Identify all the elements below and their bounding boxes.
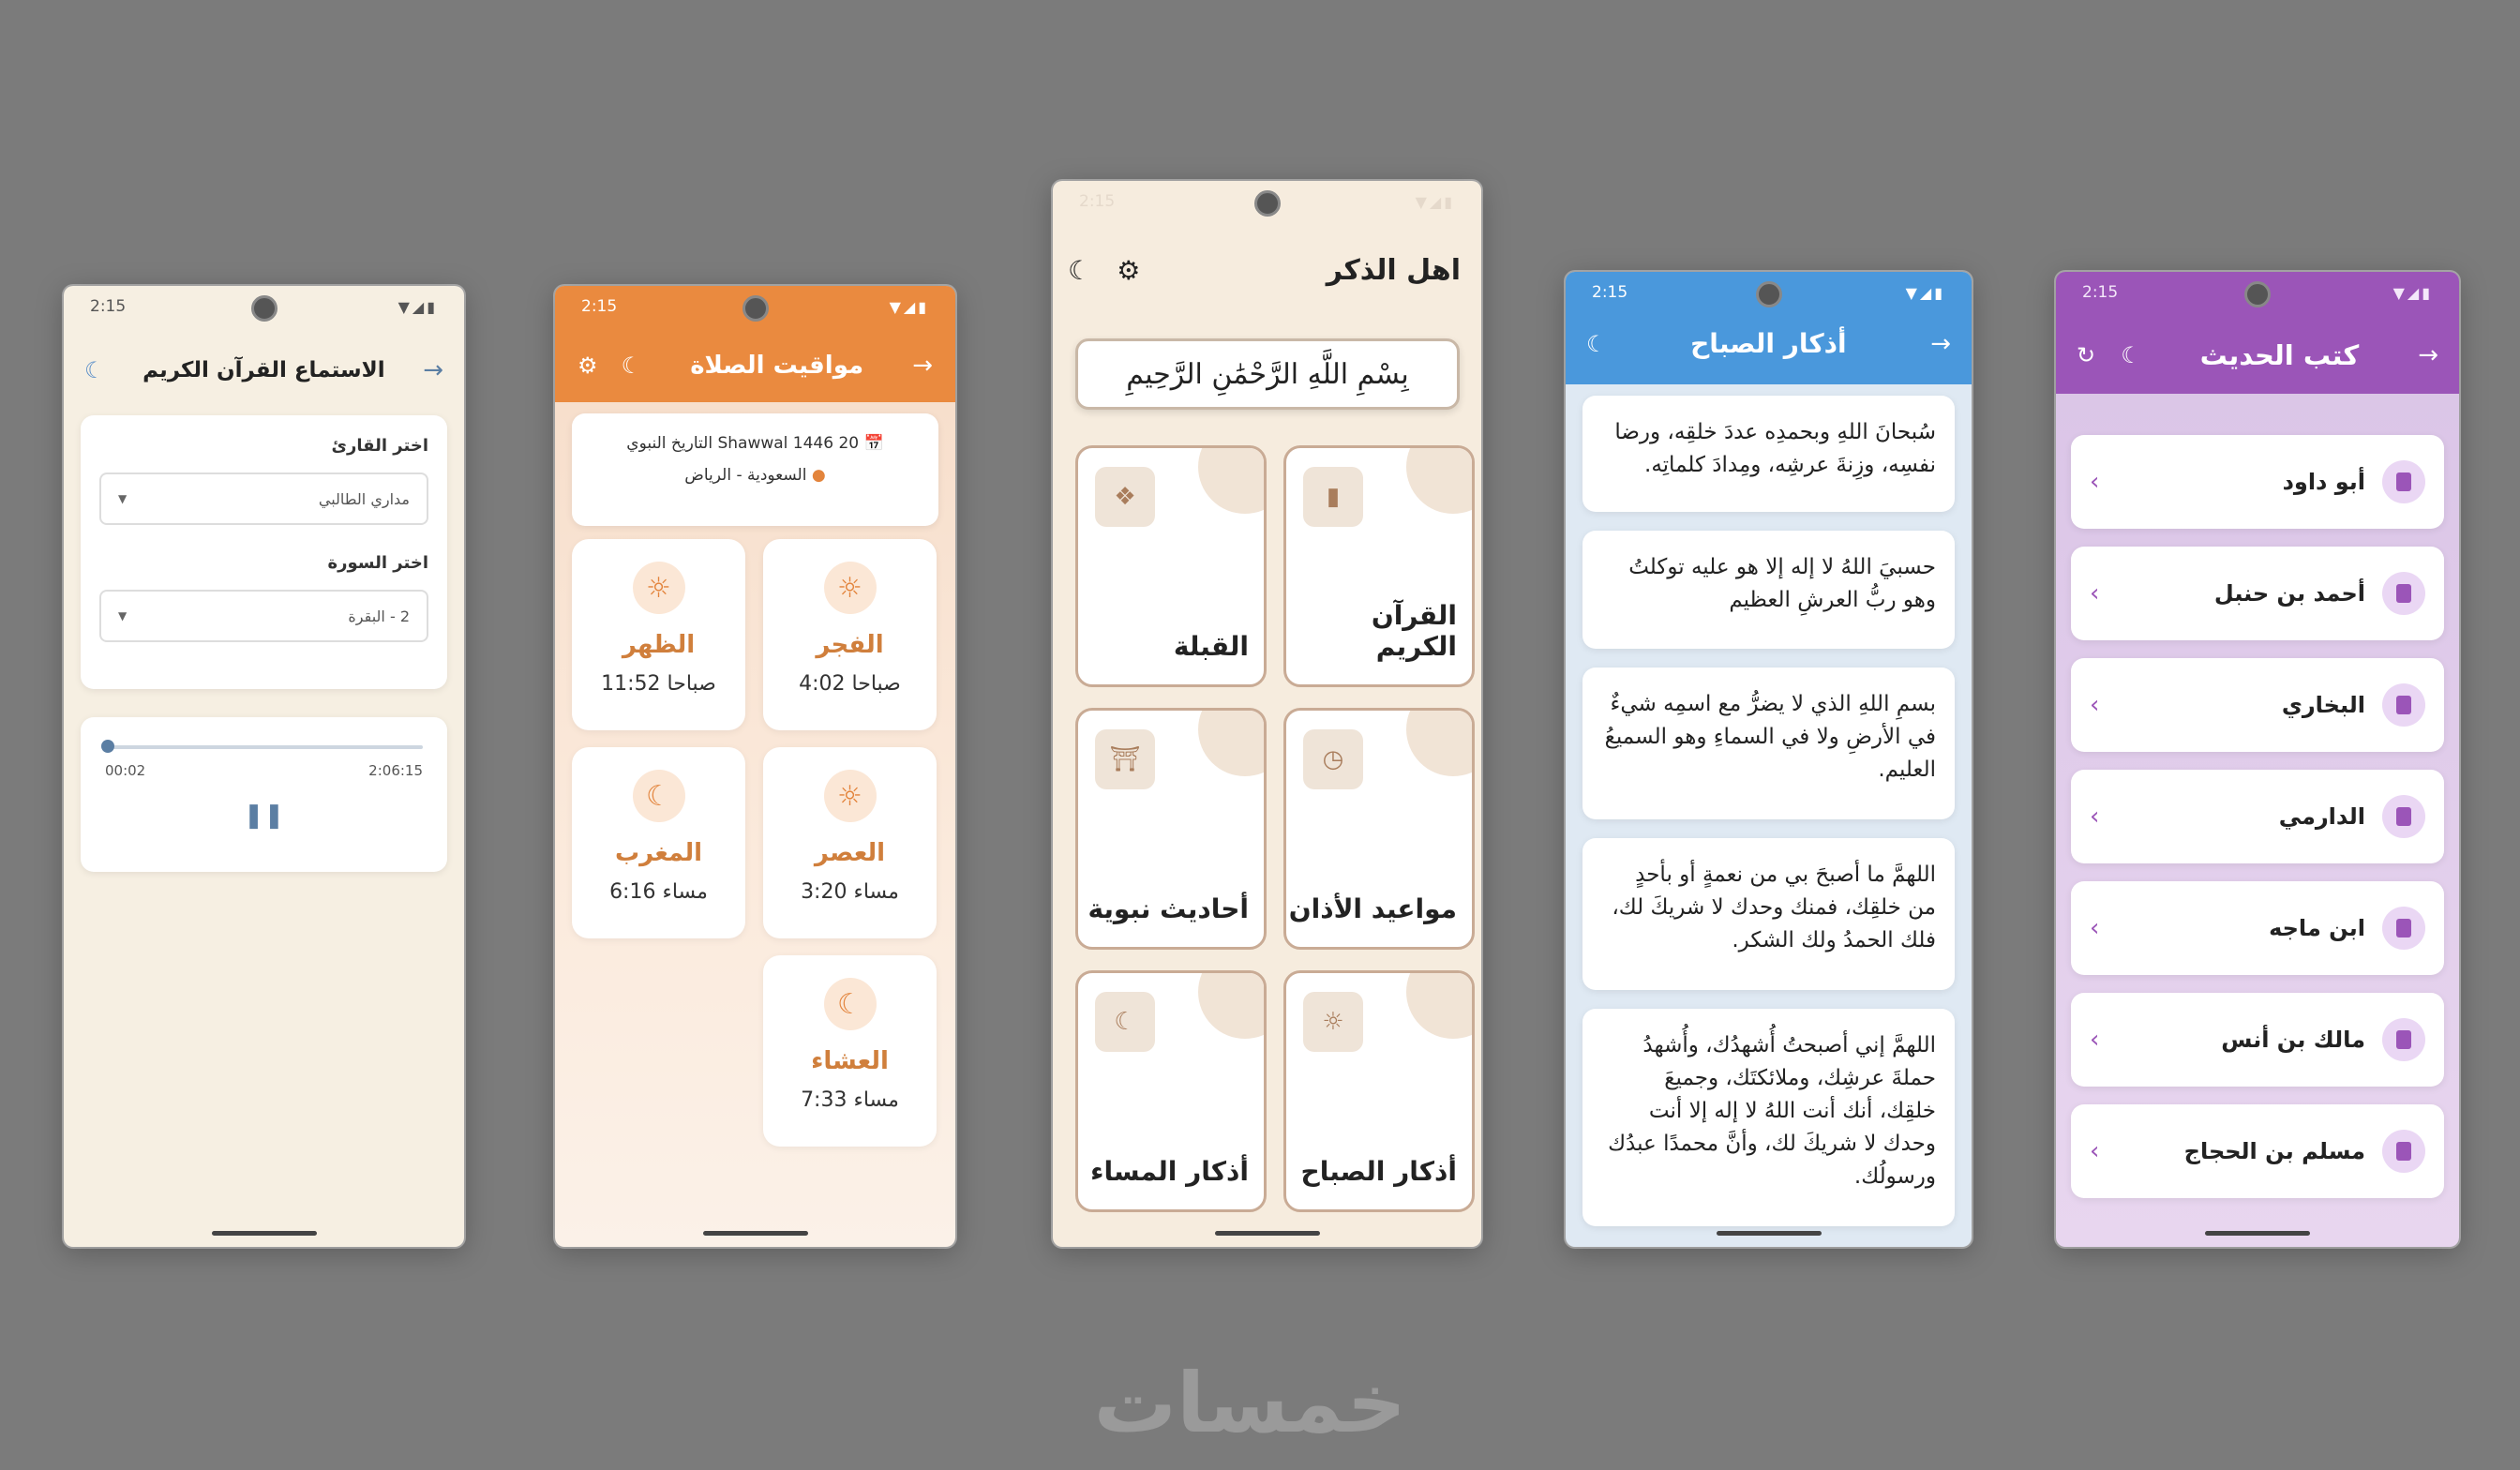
dhikr-card[interactable]: بسمِ اللهِ الذي لا يضرُّ مع اسمِه شيءٌ في الأرضِ ولا في السماءِ وهو السميعُ العليم. bbox=[1582, 668, 1955, 819]
camera-cutout bbox=[742, 295, 769, 322]
chevron-left-icon: ‹ bbox=[2090, 802, 2100, 831]
sun-icon: ☼ bbox=[824, 770, 877, 822]
menu-card-quran[interactable] bbox=[1283, 445, 1475, 687]
back-arrow-icon[interactable]: → bbox=[912, 352, 933, 380]
basmala-banner: بِسْمِ اللَّهِ الرَّحْمَٰنِ الرَّحِيمِ bbox=[1075, 338, 1460, 410]
prayer-time: 11:52 صباحا bbox=[601, 672, 716, 696]
prayer-card-maghrib[interactable] bbox=[572, 747, 745, 938]
status-icons: ▼◢▮ bbox=[1415, 192, 1455, 211]
chevron-down-icon: ▼ bbox=[118, 492, 128, 505]
menu-card-label: القبلة bbox=[1173, 631, 1249, 662]
moon-icon[interactable]: ☾ bbox=[1068, 254, 1092, 286]
nav-handle bbox=[703, 1231, 808, 1236]
chevron-left-icon: ‹ bbox=[2090, 468, 2100, 496]
surah-value: 2 - البقرة bbox=[348, 607, 410, 625]
pause-icon[interactable]: ❚❚ bbox=[243, 802, 285, 830]
menu-card-evening-adhkar[interactable] bbox=[1075, 970, 1267, 1212]
prayer-time: 7:33 مساء bbox=[801, 1088, 899, 1112]
reciter-label: اختر القارئ bbox=[331, 436, 428, 456]
sunset-icon: ☾ bbox=[633, 770, 685, 822]
book-name: أبو داود bbox=[2282, 469, 2365, 495]
nav-handle bbox=[212, 1231, 317, 1236]
slider-knob[interactable] bbox=[101, 740, 114, 753]
menu-card-label: مواعيد الأذان bbox=[1288, 893, 1457, 924]
nav-handle bbox=[1717, 1231, 1822, 1236]
selection-card bbox=[81, 415, 447, 689]
refresh-icon[interactable]: ↻ bbox=[2077, 342, 2096, 368]
chevron-left-icon: ‹ bbox=[2090, 579, 2100, 608]
compass-icon: ❖ bbox=[1095, 467, 1155, 527]
status-time: 2:15 bbox=[2082, 283, 2119, 302]
chevron-down-icon: ▼ bbox=[118, 609, 128, 622]
location-pin-icon: ● bbox=[811, 466, 826, 485]
progress-slider[interactable] bbox=[105, 745, 423, 749]
reciter-dropdown[interactable] bbox=[99, 472, 428, 525]
book-item[interactable] bbox=[2071, 1104, 2444, 1198]
prayer-time: 4:02 صباحا bbox=[799, 672, 901, 696]
book-item[interactable] bbox=[2071, 658, 2444, 752]
prayer-card-dhuhr[interactable] bbox=[572, 539, 745, 730]
nav-handle bbox=[2205, 1231, 2310, 1236]
decor-circle bbox=[1198, 445, 1267, 514]
menu-card-label: أذكار المساء bbox=[1090, 1156, 1249, 1187]
sun-icon: ☼ bbox=[824, 562, 877, 614]
morning-adhkar-screen bbox=[1566, 272, 1972, 1247]
menu-card-label: أحاديث نبوية bbox=[1088, 893, 1249, 924]
gear-icon[interactable]: ⚙ bbox=[578, 352, 598, 379]
prayer-time: 6:16 مساء bbox=[609, 880, 708, 904]
moon-icon: ☾ bbox=[1095, 992, 1155, 1052]
dhikr-card[interactable]: اللهمَّ إني أصبحتُ أُشهدُك، وأُشهدُ حملةَ عرشِك، وملائكتَك، وجميعَ خلقِك، أنك أنت اللهُ لا إله إلا أنت وحدك لا شريكَ لك، وأنَّ محمدًا عبدُك ورسولُك. bbox=[1582, 1009, 1955, 1226]
page-title: أذكار الصباح bbox=[1690, 328, 1847, 359]
surah-dropdown[interactable] bbox=[99, 590, 428, 642]
clock-icon: ◷ bbox=[1303, 729, 1363, 789]
chevron-left-icon: ‹ bbox=[2090, 1026, 2100, 1054]
menu-card-label: القرآن الكريم bbox=[1371, 600, 1457, 662]
prayer-name: المغرب bbox=[614, 839, 703, 867]
moon-icon[interactable]: ☾ bbox=[621, 352, 642, 379]
calendar-icon: 📅 bbox=[863, 434, 884, 453]
nav-handle bbox=[1215, 1231, 1320, 1236]
chevron-left-icon: ‹ bbox=[2090, 914, 2100, 942]
date-location-card bbox=[572, 413, 938, 526]
status-icons: ▼◢▮ bbox=[2392, 283, 2433, 302]
decor-circle bbox=[1406, 445, 1475, 514]
sun-icon: ☼ bbox=[633, 562, 685, 614]
player-card bbox=[81, 717, 447, 872]
hadith-books-screen bbox=[2056, 272, 2459, 1247]
mosque-icon: ⛩ bbox=[1095, 729, 1155, 789]
book-name: أحمد بن حنبل bbox=[2213, 580, 2365, 607]
status-time: 2:15 bbox=[1079, 192, 1116, 211]
book-name: ابن ماجه bbox=[2269, 915, 2365, 941]
chevron-left-icon: ‹ bbox=[2090, 1137, 2100, 1165]
page-title: كتب الحديث bbox=[2199, 339, 2360, 371]
prayer-name: الظهر bbox=[622, 631, 696, 659]
status-time: 2:15 bbox=[581, 297, 618, 316]
dhikr-card[interactable]: سُبحانَ اللهِ وبحمدِه عددَ خلقِه، ورضا نفسِه، وزِنةَ عرشِه، ومِدادَ كلماتِه. bbox=[1582, 396, 1955, 512]
book-icon bbox=[2382, 907, 2425, 950]
book-item[interactable] bbox=[2071, 993, 2444, 1087]
camera-cutout bbox=[1254, 190, 1281, 217]
book-icon bbox=[2382, 795, 2425, 838]
quran-player-screen bbox=[64, 286, 464, 1247]
book-icon bbox=[2382, 572, 2425, 615]
prayer-card-asr[interactable] bbox=[763, 747, 937, 938]
page-title: مواقيت الصلاة bbox=[690, 352, 864, 380]
decor-circle bbox=[1198, 708, 1267, 776]
home-screen bbox=[1053, 181, 1481, 1247]
book-item[interactable] bbox=[2071, 547, 2444, 640]
decor-circle bbox=[1406, 708, 1475, 776]
book-item[interactable] bbox=[2071, 435, 2444, 529]
decor-circle bbox=[1406, 970, 1475, 1039]
menu-card-hadith[interactable] bbox=[1075, 708, 1267, 950]
moon-icon[interactable]: ☾ bbox=[2121, 342, 2141, 368]
prayer-name: الفجر bbox=[816, 631, 884, 659]
book-icon bbox=[2382, 683, 2425, 727]
book-icon bbox=[2382, 1018, 2425, 1061]
prayer-name: العصر bbox=[814, 839, 886, 867]
camera-cutout bbox=[1756, 281, 1782, 308]
menu-card-qiblah[interactable] bbox=[1075, 445, 1267, 687]
page-title: الاستماع القرآن الكريم bbox=[142, 358, 385, 382]
book-icon bbox=[2382, 460, 2425, 503]
book-icon: ▮ bbox=[1303, 467, 1363, 527]
menu-card-adhan-times[interactable] bbox=[1283, 708, 1475, 950]
moon-icon: ☾ bbox=[824, 978, 877, 1030]
back-arrow-icon[interactable]: → bbox=[1930, 329, 1951, 358]
status-icons: ▼◢▮ bbox=[398, 297, 438, 316]
back-arrow-icon[interactable]: → bbox=[2418, 341, 2438, 369]
book-item[interactable] bbox=[2071, 770, 2444, 863]
watermark-logo: خمسات bbox=[1093, 1355, 1406, 1451]
decor-circle bbox=[1198, 970, 1267, 1039]
book-item[interactable] bbox=[2071, 881, 2444, 975]
camera-cutout bbox=[251, 295, 278, 322]
back-arrow-icon[interactable]: → bbox=[423, 356, 443, 384]
chevron-left-icon: ‹ bbox=[2090, 691, 2100, 719]
dhikr-card[interactable]: اللهمَّ ما أصبحَ بي من نعمةٍ أو بأحدٍ من خلقِك، فمنك وحدك لا شريكَ لك، فلك الحمدُ ولك الشكر. bbox=[1582, 838, 1955, 990]
status-time: 2:15 bbox=[1592, 283, 1628, 302]
location: السعودية - الرياض bbox=[684, 466, 807, 485]
status-time: 2:15 bbox=[90, 297, 127, 316]
total-duration: 2:06:15 bbox=[368, 762, 423, 779]
book-name: مالك بن أنس bbox=[2221, 1027, 2365, 1053]
prayer-times-screen bbox=[555, 286, 955, 1247]
app-title: اهل الذكر bbox=[1326, 253, 1461, 287]
book-icon bbox=[2382, 1130, 2425, 1173]
status-icons: ▼◢▮ bbox=[889, 297, 929, 316]
prayer-card-isha[interactable] bbox=[763, 955, 937, 1147]
surah-label: اختر السورة bbox=[327, 553, 428, 573]
sun-icon: ☼ bbox=[1303, 992, 1363, 1052]
book-name: البخاري bbox=[2281, 692, 2365, 718]
prayer-name: العشاء bbox=[811, 1047, 889, 1075]
gear-icon[interactable]: ⚙ bbox=[1117, 254, 1141, 286]
reciter-value: مداري الطالبي bbox=[318, 489, 410, 508]
moon-icon[interactable]: ☾ bbox=[1586, 330, 1607, 357]
elapsed-time: 00:02 bbox=[105, 762, 146, 779]
book-name: مسلم بن الحجاج bbox=[2183, 1138, 2365, 1164]
prayer-time: 3:20 مساء bbox=[801, 880, 899, 904]
menu-card-morning-adhkar[interactable] bbox=[1283, 970, 1475, 1212]
menu-card-label: أذكار الصباح bbox=[1300, 1156, 1457, 1187]
dhikr-card[interactable]: حسبيَ اللهُ لا إله إلا هو عليه توكلتُ وهو ربُّ العرشِ العظيم bbox=[1582, 531, 1955, 649]
status-icons: ▼◢▮ bbox=[1905, 283, 1945, 302]
camera-cutout bbox=[2244, 281, 2271, 308]
hijri-date: 20 Shawwal 1446 التاريخ النبوي bbox=[626, 434, 860, 453]
moon-icon[interactable]: ☾ bbox=[84, 357, 105, 383]
prayer-card-fajr[interactable] bbox=[763, 539, 937, 730]
book-name: الدارمي bbox=[2278, 803, 2365, 830]
